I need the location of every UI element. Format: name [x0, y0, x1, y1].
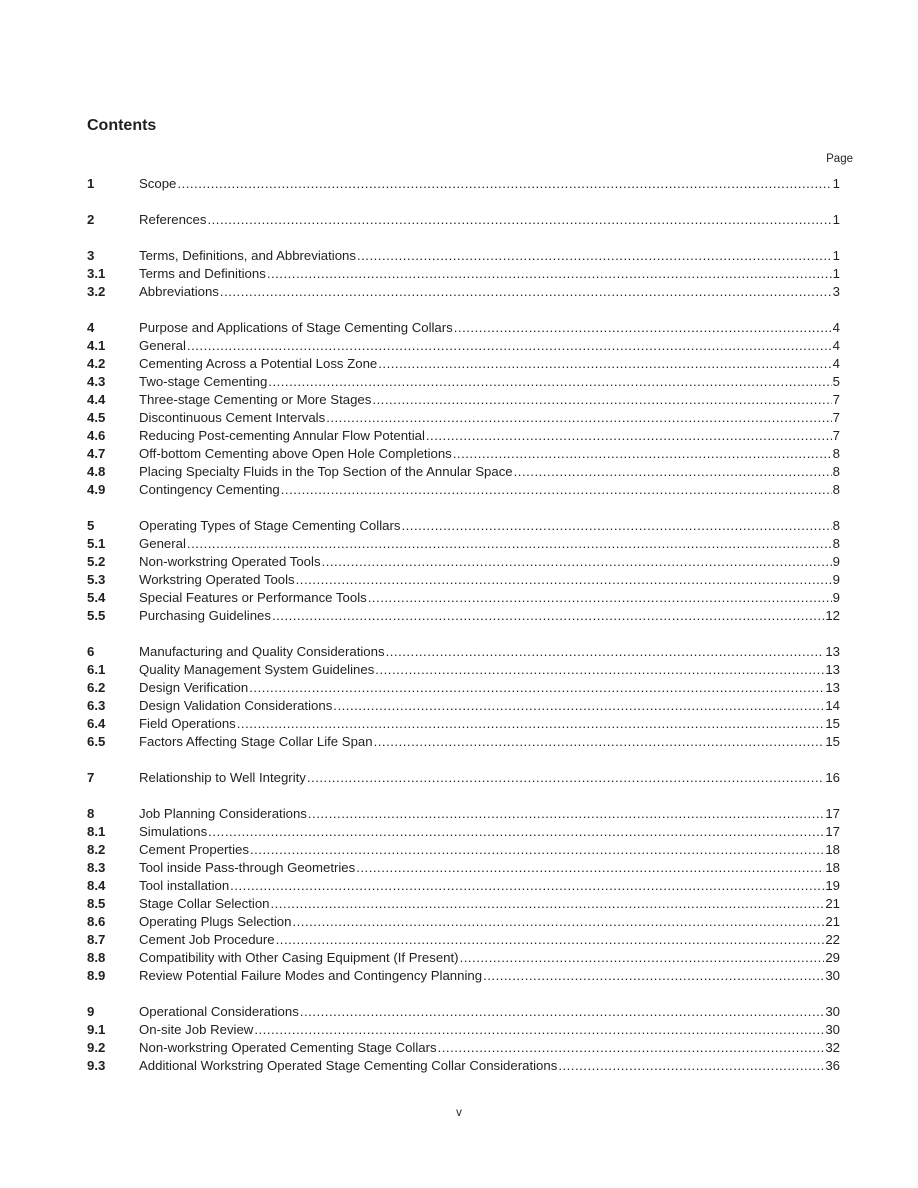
toc-entry[interactable]: [87, 517, 840, 535]
toc-entry-page: 13: [825, 644, 840, 659]
toc-dot-leader: [368, 589, 832, 607]
toc-entry[interactable]: [87, 895, 840, 913]
toc-entry-number: 5: [87, 518, 95, 533]
toc-entry[interactable]: [87, 697, 840, 715]
toc-entry-title: Three-stage Cementing or More Stages: [139, 392, 372, 407]
toc-entry[interactable]: [87, 931, 840, 949]
toc-entry[interactable]: [87, 607, 840, 625]
toc-entry[interactable]: [87, 337, 840, 355]
toc-entry-number: 4.5: [87, 410, 106, 425]
toc-dot-leader: [401, 517, 831, 535]
toc-entry[interactable]: [87, 859, 840, 877]
toc-dot-leader: [207, 211, 831, 229]
toc-dot-leader: [326, 409, 831, 427]
toc-dot-leader: [249, 679, 824, 697]
toc-dot-leader: [426, 427, 832, 445]
toc-entry-title: Review Potential Failure Modes and Contingency Planning: [139, 968, 483, 983]
toc-entry-title: Tool installation: [139, 878, 230, 893]
toc-dot-leader: [483, 967, 824, 985]
toc-entry[interactable]: [87, 409, 840, 427]
toc-entry-number: 6: [87, 644, 95, 659]
toc-entry-title: Off-bottom Cementing above Open Hole Completions: [139, 446, 452, 461]
toc-entry-page: 9: [832, 572, 840, 587]
toc-entry-page: 3: [832, 284, 840, 299]
toc-dot-leader: [276, 931, 825, 949]
toc-entry-title: Operating Types of Stage Cementing Collars: [139, 518, 401, 533]
toc-entry-number: 6.3: [87, 698, 106, 713]
toc-entry-number: 8.9: [87, 968, 106, 983]
toc-entry-page: 7: [832, 392, 840, 407]
toc-entry-page: 8: [832, 536, 840, 551]
toc-entry[interactable]: [87, 175, 840, 193]
toc-entry-number: 8.4: [87, 878, 106, 893]
toc-entry-number: 8.8: [87, 950, 106, 965]
toc-entry[interactable]: [87, 481, 840, 499]
toc-entry[interactable]: [87, 733, 840, 751]
toc-entry-page: 30: [825, 1022, 840, 1037]
toc-entry-number: 2: [87, 212, 95, 227]
toc-entry[interactable]: [87, 1003, 840, 1021]
toc-entry-page: 4: [832, 356, 840, 371]
toc-entry-page: 4: [832, 338, 840, 353]
toc-entry-number: 1: [87, 176, 95, 191]
toc-entry-page: 18: [825, 842, 840, 857]
toc-dot-leader: [187, 535, 832, 553]
toc-entry-number: 9.3: [87, 1058, 106, 1073]
toc-entry-title: Contingency Cementing: [139, 482, 280, 497]
toc-entry[interactable]: [87, 535, 840, 553]
toc-dot-leader: [250, 841, 824, 859]
toc-dot-leader: [357, 247, 832, 265]
toc-entry-page: 29: [825, 950, 840, 965]
toc-entry-page: 21: [825, 896, 840, 911]
toc-entry[interactable]: [87, 265, 840, 283]
toc-entry-title: Cement Job Procedure: [139, 932, 275, 947]
toc-entry[interactable]: [87, 373, 840, 391]
toc-entry-number: 9.1: [87, 1022, 106, 1037]
toc-entry-title: Additional Workstring Operated Stage Cementing Collar Considerations: [139, 1058, 558, 1073]
toc-entry-page: 19: [825, 878, 840, 893]
toc-entry[interactable]: [87, 211, 840, 229]
toc-entry-number: 3.2: [87, 284, 106, 299]
toc-dot-leader: [267, 265, 832, 283]
toc-entry-page: 15: [825, 734, 840, 749]
toc-entry-title: Tool inside Pass-through Geometries: [139, 860, 356, 875]
toc-entry-page: 12: [825, 608, 840, 623]
toc-entry[interactable]: [87, 823, 840, 841]
toc-dot-leader: [272, 607, 824, 625]
toc-entry-number: 6.2: [87, 680, 106, 695]
toc-entry-page: 7: [832, 410, 840, 425]
toc-entry[interactable]: [87, 571, 840, 589]
toc-entry-title: Relationship to Well Integrity: [139, 770, 306, 785]
toc-entry-number: 8.3: [87, 860, 106, 875]
toc-entry-number: 3: [87, 248, 95, 263]
toc-dot-leader: [237, 715, 825, 733]
toc-dot-leader: [281, 481, 832, 499]
toc-entry-page: 4: [832, 320, 840, 335]
toc-dot-leader: [454, 319, 832, 337]
toc-entry-number: 8.2: [87, 842, 106, 857]
toc-dot-leader: [187, 337, 832, 355]
toc-dot-leader: [268, 373, 831, 391]
toc-entry-title: Abbreviations: [139, 284, 219, 299]
toc-entry[interactable]: [87, 445, 840, 463]
toc-entry-number: 4.9: [87, 482, 106, 497]
toc-entry-title: Special Features or Performance Tools: [139, 590, 367, 605]
toc-entry-title: Two-stage Cementing: [139, 374, 268, 389]
toc-entry-number: 4.4: [87, 392, 106, 407]
toc-entry-title: Design Validation Considerations: [139, 698, 333, 713]
toc-dot-leader: [374, 733, 825, 751]
toc-entry-title: Manufacturing and Quality Considerations: [139, 644, 385, 659]
toc-entry-page: 30: [825, 968, 840, 983]
toc-dot-leader: [254, 1021, 824, 1039]
toc-entry-page: 9: [832, 554, 840, 569]
toc-entry[interactable]: [87, 661, 840, 679]
toc-entry-number: 4.1: [87, 338, 106, 353]
toc-entry-title: Reducing Post-cementing Annular Flow Potential: [139, 428, 425, 443]
toc-entry[interactable]: [87, 841, 840, 859]
toc-entry-number: 5.5: [87, 608, 106, 623]
toc-entry-title: Purpose and Applications of Stage Cementing Collars: [139, 320, 453, 335]
toc-entry[interactable]: [87, 679, 840, 697]
toc-entry-page: 15: [825, 716, 840, 731]
toc-entry-number: 7: [87, 770, 95, 785]
toc-entry-title: Terms, Definitions, and Abbreviations: [139, 248, 356, 263]
toc-dot-leader: [378, 355, 831, 373]
toc-entry-number: 4.2: [87, 356, 106, 371]
toc-entry-number: 6.4: [87, 716, 106, 731]
toc-dot-leader: [292, 913, 824, 931]
toc-dot-leader: [438, 1039, 825, 1057]
toc-entry-page: 8: [832, 446, 840, 461]
toc-dot-leader: [386, 643, 825, 661]
toc-entry-number: 8: [87, 806, 95, 821]
toc-entry-title: References: [139, 212, 207, 227]
toc-entry[interactable]: [87, 715, 840, 733]
toc-entry-title: Factors Affecting Stage Collar Life Span: [139, 734, 373, 749]
toc-dot-leader: [230, 877, 824, 895]
toc-dot-leader: [558, 1057, 824, 1075]
toc-entry-number: 6.1: [87, 662, 106, 677]
toc-entry-page: 1: [832, 176, 840, 191]
toc-dot-leader: [322, 553, 832, 571]
toc-entry-page: 1: [832, 212, 840, 227]
toc-entry-title: Field Operations: [139, 716, 236, 731]
toc-entry[interactable]: [87, 427, 840, 445]
toc-entry-title: Cement Properties: [139, 842, 249, 857]
toc-entry-title: Scope: [139, 176, 177, 191]
toc-entry-number: 8.5: [87, 896, 106, 911]
toc-dot-leader: [208, 823, 824, 841]
toc-entry-page: 13: [825, 680, 840, 695]
toc-entry-page: 1: [832, 266, 840, 281]
toc-entry[interactable]: [87, 319, 840, 337]
toc-entry-number: 8.7: [87, 932, 106, 947]
toc-entry-number: 8.6: [87, 914, 106, 929]
toc-entry[interactable]: [87, 589, 840, 607]
toc-entry-page: 8: [832, 464, 840, 479]
page-title: Contents: [87, 117, 157, 134]
toc-dot-leader: [307, 769, 824, 787]
toc-entry[interactable]: [87, 949, 840, 967]
toc-entry-title: Discontinuous Cement Intervals: [139, 410, 326, 425]
toc-entry-page: 17: [825, 824, 840, 839]
toc-entry-title: Quality Management System Guidelines: [139, 662, 375, 677]
toc-entry-title: General: [139, 338, 186, 353]
toc-entry-title: Non-workstring Operated Tools: [139, 554, 321, 569]
toc-dot-leader: [460, 949, 825, 967]
toc-entry-page: 22: [825, 932, 840, 947]
toc-entry-title: Stage Collar Selection: [139, 896, 270, 911]
toc-entry-title: Job Planning Considerations: [139, 806, 307, 821]
toc-entry-page: 17: [825, 806, 840, 821]
toc-entry[interactable]: [87, 877, 840, 895]
toc-entry-number: 4.3: [87, 374, 106, 389]
toc-entry-title: Operating Plugs Selection: [139, 914, 292, 929]
toc-entry-title: Purchasing Guidelines: [139, 608, 271, 623]
toc-entry-number: 4: [87, 320, 95, 335]
toc-dot-leader: [453, 445, 832, 463]
toc-dot-leader: [308, 805, 824, 823]
toc-entry-title: Placing Specialty Fluids in the Top Section of the Annular Space: [139, 464, 513, 479]
toc-dot-leader: [375, 661, 824, 679]
toc-entry[interactable]: [87, 355, 840, 373]
toc-entry-page: 9: [832, 590, 840, 605]
toc-entry[interactable]: [87, 1021, 840, 1039]
toc-entry-title: Compatibility with Other Casing Equipment (If Present): [139, 950, 459, 965]
toc-entry[interactable]: [87, 1057, 840, 1075]
toc-entry-title: Simulations: [139, 824, 208, 839]
toc-entry-number: 4.8: [87, 464, 106, 479]
toc-entry-number: 4.6: [87, 428, 106, 443]
toc-entry-page: 8: [832, 482, 840, 497]
toc-entry[interactable]: [87, 247, 840, 265]
toc-dot-leader: [270, 895, 824, 913]
toc-entry-title: Terms and Definitions: [139, 266, 266, 281]
toc-entry[interactable]: [87, 391, 840, 409]
toc-entry-page: 32: [825, 1040, 840, 1055]
toc-entry-page: 14: [825, 698, 840, 713]
toc-entry-page: 36: [825, 1058, 840, 1073]
toc-entry-title: Non-workstring Operated Cementing Stage Collars: [139, 1040, 437, 1055]
toc-entry-number: 5.2: [87, 554, 106, 569]
toc-entry-page: 5: [832, 374, 840, 389]
toc-entry-page: 13: [825, 662, 840, 677]
toc-entry[interactable]: [87, 913, 840, 931]
toc-entry-number: 9: [87, 1004, 95, 1019]
toc-dot-leader: [177, 175, 831, 193]
toc-entry-title: On-site Job Review: [139, 1022, 254, 1037]
toc-entry-number: 5.3: [87, 572, 106, 587]
toc-entry-number: 6.5: [87, 734, 106, 749]
page-column-label: Page: [826, 153, 853, 165]
toc-entry-page: 30: [825, 1004, 840, 1019]
toc-dot-leader: [372, 391, 831, 409]
toc-entry[interactable]: [87, 463, 840, 481]
toc-dot-leader: [296, 571, 832, 589]
toc-dot-leader: [333, 697, 824, 715]
toc-entry[interactable]: [87, 283, 840, 301]
toc-entry-page: 21: [825, 914, 840, 929]
page-folio: v: [456, 1107, 462, 1119]
toc-entry-number: 4.7: [87, 446, 106, 461]
toc-entry-title: Operational Considerations: [139, 1004, 299, 1019]
table-of-contents: [87, 175, 840, 1075]
toc-entry-page: 8: [832, 518, 840, 533]
toc-entry[interactable]: [87, 1039, 840, 1057]
toc-entry-title: Workstring Operated Tools: [139, 572, 295, 587]
toc-entry-page: 1: [832, 248, 840, 263]
toc-entry-number: 5.1: [87, 536, 106, 551]
toc-dot-leader: [300, 1003, 825, 1021]
toc-entry[interactable]: [87, 553, 840, 571]
toc-entry[interactable]: [87, 643, 840, 661]
toc-entry-page: 18: [825, 860, 840, 875]
toc-entry-title: General: [139, 536, 186, 551]
toc-dot-leader: [356, 859, 824, 877]
toc-dot-leader: [220, 283, 832, 301]
toc-entry-title: Design Verification: [139, 680, 249, 695]
toc-entry-title: Cementing Across a Potential Loss Zone: [139, 356, 378, 371]
toc-entry[interactable]: [87, 967, 840, 985]
toc-dot-leader: [514, 463, 832, 481]
toc-entry-number: 9.2: [87, 1040, 106, 1055]
toc-entry-page: 7: [832, 428, 840, 443]
toc-entry[interactable]: [87, 805, 840, 823]
toc-entry-number: 8.1: [87, 824, 106, 839]
toc-entry[interactable]: [87, 769, 840, 787]
toc-entry-number: 3.1: [87, 266, 106, 281]
toc-entry-number: 5.4: [87, 590, 106, 605]
toc-entry-page: 16: [825, 770, 840, 785]
